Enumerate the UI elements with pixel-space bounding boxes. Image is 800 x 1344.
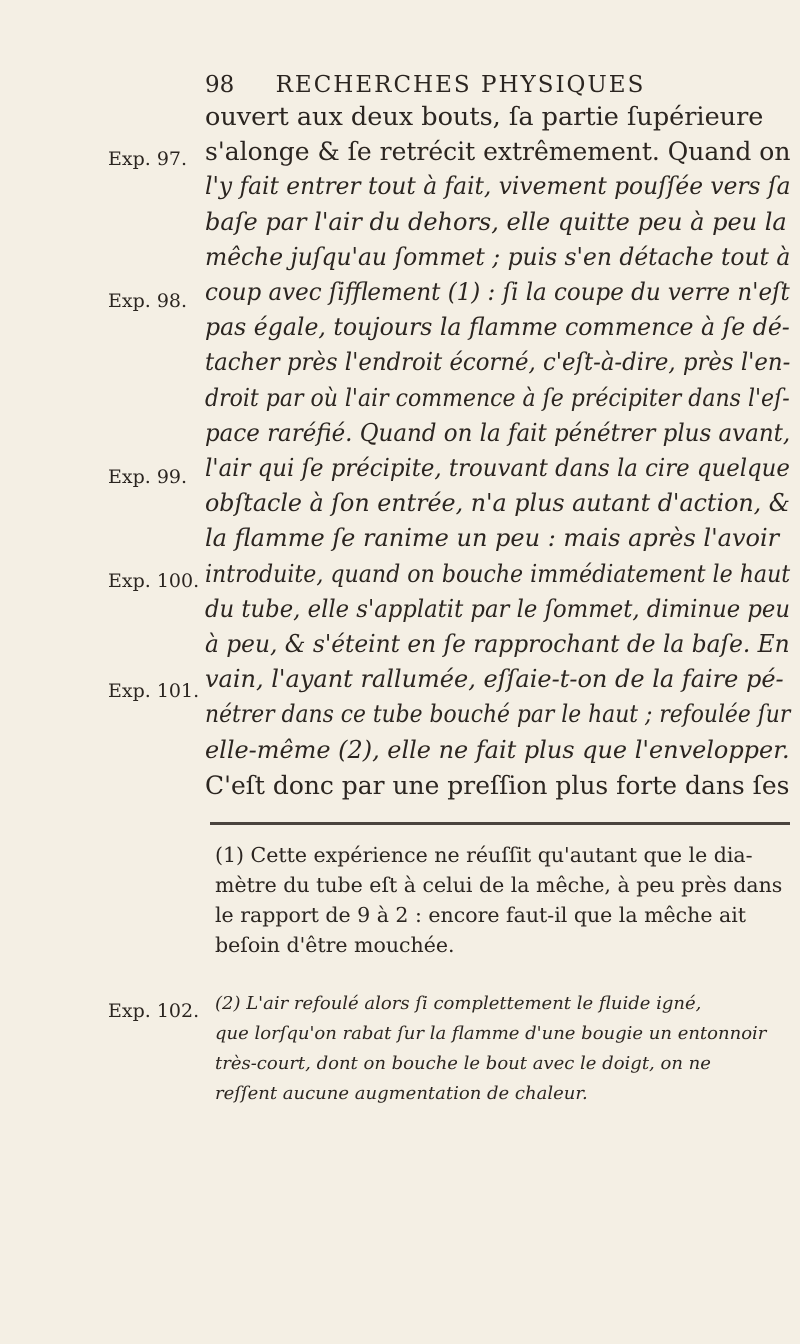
footnote-line: mètre du tube eſt à celui de la mêche, à peu près dans bbox=[215, 873, 783, 897]
footnote-rule bbox=[210, 822, 790, 825]
body-line: à peu, & s'éteint en ſe rapprochant de la baſe. En bbox=[205, 630, 790, 658]
body-line: introduite, quand on bouche immédiatement le haut bbox=[205, 559, 791, 588]
body-line: pace raréfié. Quand on la fait pénétrer plus avant, bbox=[205, 418, 791, 447]
footnote-line: reſſent aucune augmentation de chaleur. bbox=[215, 1083, 588, 1104]
body-line: tacher près l'endroit écorné, c'eſt-à-dire, près l'en- bbox=[205, 348, 791, 377]
footnote-line: très-court, dont on bouche le bout avec le doigt, on ne bbox=[215, 1053, 711, 1074]
margin-note: Exp. 102. bbox=[108, 1000, 200, 1022]
margin-note: Exp. 99. bbox=[108, 466, 188, 488]
body-line: l'y fait entrer tout à fait, vivement pouſſée vers ſa bbox=[205, 172, 791, 201]
body-line: C'eſt donc par une preſſion plus forte dans ſes bbox=[205, 770, 790, 801]
page-header bbox=[205, 72, 785, 98]
body-line: pas égale, toujours la flamme commence à ſe dé- bbox=[205, 313, 790, 342]
body-line: coup avec ſifflement (1) : ſi la coupe du verre n'eſt bbox=[205, 278, 790, 306]
body-line: s'alonge & ſe retrécit extrêmement. Quand on bbox=[205, 137, 791, 168]
margin-note: Exp. 97. bbox=[108, 148, 188, 170]
body-line: nétrer dans ce tube bouché par le haut ; refoulée ſur bbox=[205, 700, 791, 729]
footnote-line: (1) Cette expérience ne réuſſit qu'autant que le dia- bbox=[215, 843, 753, 867]
margin-note: Exp. 100. bbox=[108, 570, 200, 592]
running-title: RECHERCHES PHYSIQUES bbox=[275, 72, 646, 98]
footnote-line: beſoin d'être mouchée. bbox=[215, 933, 455, 957]
body-line: elle-même (2), elle ne fait plus que l'envelopper. bbox=[205, 735, 790, 764]
body-line: du tube, elle s'applatit par le ſommet, diminue peu bbox=[205, 594, 791, 623]
body-line: ouvert aux deux bouts, ſa partie ſupérieure bbox=[205, 102, 764, 132]
footnote-line: que lorſqu'on rabat ſur la flamme d'une bougie un entonnoir bbox=[215, 1023, 767, 1044]
margin-note: Exp. 101. bbox=[108, 680, 200, 702]
body-line: baſe par l'air du dehors, elle quitte peu à peu la bbox=[205, 207, 787, 236]
footnote-line: (2) L'air refoulé alors ſi complettement le fluide igné, bbox=[215, 993, 702, 1014]
page-number: 98 bbox=[205, 72, 235, 98]
body-line: la flamme ſe ranime un peu : mais après l'avoir bbox=[205, 524, 780, 553]
body-line: mêche juſqu'au ſommet ; puis s'en détache tout à bbox=[205, 242, 791, 271]
body-line: vain, l'ayant rallumée, eſſaie-t-on de la faire pé- bbox=[205, 665, 784, 694]
footnote-line: le rapport de 9 à 2 : encore faut-il que la mêche ait bbox=[215, 903, 747, 927]
body-line: l'air qui ſe précipite, trouvant dans la cire quelque bbox=[205, 454, 790, 482]
body-line: obſtacle à ſon entrée, n'a plus autant d'action, & bbox=[205, 489, 790, 518]
body-line: droit par où l'air commence à ſe précipiter dans l'eſ- bbox=[205, 383, 790, 412]
margin-note: Exp. 98. bbox=[108, 290, 188, 312]
